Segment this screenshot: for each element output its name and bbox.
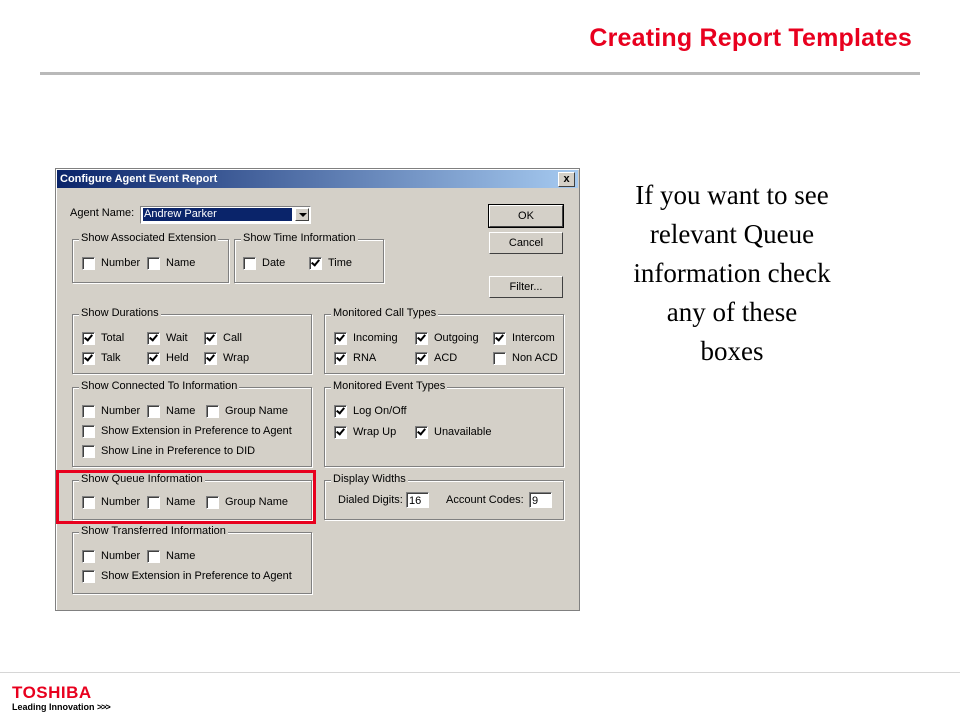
chevrons-icon: >>>: [97, 702, 110, 712]
dialed-digits-label: Dialed Digits:: [338, 494, 403, 506]
checkbox-label: Wait: [166, 332, 188, 344]
group-label: Show Queue Information: [81, 473, 203, 485]
checkbox-box[interactable]: [82, 550, 95, 563]
group-label: Show Connected To Information: [81, 380, 238, 392]
checkbox-label: Wrap: [223, 352, 250, 364]
slide-title: Creating Report Templates: [589, 24, 912, 52]
checkbox-box[interactable]: [493, 352, 506, 365]
checkbox-non-acd[interactable]: [493, 352, 558, 365]
group-monitored-call-types: [324, 307, 564, 374]
checkbox-time[interactable]: [309, 257, 352, 270]
checkbox-outgoing[interactable]: [415, 332, 479, 345]
checkbox-label: Name: [166, 550, 196, 562]
filter-button[interactable]: Filter...: [489, 276, 563, 298]
group-label: Display Widths: [333, 473, 406, 485]
group-durations: [72, 307, 312, 374]
checkbox-label: Held: [166, 352, 189, 364]
checkbox-box[interactable]: [415, 352, 428, 365]
dialed-digits-input[interactable]: 16: [406, 492, 429, 508]
title-divider: [40, 72, 920, 75]
checkbox-transferred-ext-pref-agent[interactable]: [82, 570, 292, 583]
checkbox-label: Date: [262, 257, 286, 269]
checkbox-label: Group Name: [225, 405, 288, 417]
checkbox-box[interactable]: [82, 332, 95, 345]
account-codes-label: Account Codes:: [446, 494, 524, 506]
group-display-widths: [324, 473, 564, 520]
group-label: Monitored Call Types: [333, 307, 437, 319]
footer-divider: [0, 672, 960, 673]
checkbox-label: Number: [101, 405, 141, 417]
checkbox-box[interactable]: [415, 332, 428, 345]
checkbox-talk[interactable]: [82, 352, 121, 365]
checkbox-label: Call: [223, 332, 242, 344]
checkbox-label: ACD: [434, 352, 458, 364]
checkbox-box[interactable]: [204, 352, 217, 365]
checkbox-assoc-name[interactable]: [147, 257, 195, 270]
group-label: Show Time Information: [243, 232, 356, 244]
queue-highlight-box: [56, 470, 316, 524]
agent-name-value: Andrew Parker: [143, 208, 292, 221]
checkbox-box[interactable]: [147, 352, 160, 365]
checkbox-label: Log On/Off: [353, 405, 407, 417]
checkbox-wait[interactable]: [147, 332, 188, 345]
checkbox-label: Time: [328, 257, 353, 269]
checkbox-connected-number[interactable]: [82, 405, 140, 418]
checkbox-box[interactable]: [147, 550, 160, 563]
checkbox-acd[interactable]: [415, 352, 457, 365]
checkbox-wrap-up[interactable]: [334, 426, 396, 439]
checkbox-connected-group-name[interactable]: [206, 405, 288, 418]
checkbox-box[interactable]: [82, 257, 95, 270]
checkbox-label: Group Name: [225, 496, 288, 508]
checkbox-label: Name: [166, 257, 196, 269]
agent-name-select[interactable]: [140, 206, 311, 224]
checkbox-box[interactable]: [415, 426, 428, 439]
checkbox-box[interactable]: [147, 257, 160, 270]
checkbox-box[interactable]: [147, 332, 160, 345]
tagline: [12, 702, 110, 712]
checkbox-box[interactable]: [309, 257, 322, 270]
checkbox-label: RNA: [353, 352, 377, 364]
toshiba-logo: TOSHIBA: [12, 683, 92, 702]
checkbox-label: Show Extension in Preference to Agent: [101, 570, 292, 582]
checkbox-box[interactable]: [493, 332, 506, 345]
checkbox-box[interactable]: [334, 426, 347, 439]
checkbox-rna[interactable]: [334, 352, 376, 365]
agent-name-label: Agent Name:: [70, 207, 135, 219]
checkbox-transferred-name[interactable]: [147, 550, 195, 563]
checkbox-box[interactable]: [334, 352, 347, 365]
checkbox-label: Total: [101, 332, 125, 344]
group-time-information: [234, 232, 384, 283]
checkbox-box[interactable]: [82, 570, 95, 583]
checkbox-unavailable[interactable]: [415, 426, 491, 439]
checkbox-held[interactable]: [147, 352, 189, 365]
checkbox-date[interactable]: [243, 257, 285, 270]
checkbox-box[interactable]: [82, 405, 95, 418]
callout-text: If you want to see relevant Queue information check any of these boxes: [633, 180, 831, 366]
checkbox-label: Name: [166, 405, 196, 417]
checkbox-label: Show Line in Preference to DID: [101, 445, 256, 457]
group-label: Show Durations: [81, 307, 159, 319]
checkbox-intercom[interactable]: [493, 332, 555, 345]
checkbox-connected-name[interactable]: [147, 405, 195, 418]
checkbox-total[interactable]: [82, 332, 124, 345]
checkbox-assoc-number[interactable]: [82, 257, 140, 270]
chevron-down-icon[interactable]: [295, 208, 309, 221]
checkbox-wrap[interactable]: [204, 352, 249, 365]
group-label: Show Transferred Information: [81, 525, 226, 537]
checkbox-box[interactable]: [206, 405, 219, 418]
cancel-button[interactable]: Cancel: [489, 232, 563, 254]
checkbox-box[interactable]: [82, 352, 95, 365]
group-label: Monitored Event Types: [333, 380, 446, 392]
checkbox-label: Wrap Up: [353, 426, 397, 438]
ok-button[interactable]: OK: [489, 205, 563, 227]
configure-agent-event-report-dialog: [55, 168, 580, 611]
checkbox-box[interactable]: [82, 425, 95, 438]
checkbox-transferred-number[interactable]: [82, 550, 140, 563]
checkbox-box[interactable]: [204, 332, 217, 345]
group-monitored-event-types: [324, 380, 564, 467]
tagline-text: Leading Innovation: [12, 702, 95, 712]
checkbox-label: Unavailable: [434, 426, 492, 438]
checkbox-call[interactable]: [204, 332, 242, 345]
checkbox-box[interactable]: [334, 405, 347, 418]
checkbox-label: Non ACD: [512, 352, 558, 364]
checkbox-box[interactable]: [243, 257, 256, 270]
checkbox-ext-pref-agent[interactable]: [82, 425, 292, 438]
checkbox-log-on-off[interactable]: [334, 405, 407, 418]
checkbox-line-pref-did[interactable]: [82, 445, 255, 458]
group-associated-extension: [72, 232, 229, 283]
checkbox-label: Name: [166, 496, 196, 508]
group-label: Show Associated Extension: [81, 232, 217, 244]
checkbox-box[interactable]: [147, 405, 160, 418]
checkbox-label: Incoming: [353, 332, 398, 344]
checkbox-label: Number: [101, 257, 141, 269]
checkbox-label: Talk: [101, 352, 121, 364]
checkbox-box[interactable]: [82, 445, 95, 458]
group-transferred-information: [72, 525, 312, 594]
checkbox-label: Number: [101, 496, 141, 508]
checkbox-box[interactable]: [334, 332, 347, 345]
close-icon[interactable]: x: [558, 172, 575, 187]
dialog-title: Configure Agent Event Report: [60, 173, 218, 185]
checkbox-incoming[interactable]: [334, 332, 398, 345]
checkbox-label: Intercom: [512, 332, 555, 344]
checkbox-label: Outgoing: [434, 332, 479, 344]
checkbox-label: Number: [101, 550, 141, 562]
account-codes-input[interactable]: 9: [529, 492, 552, 508]
dialog-titlebar: [57, 170, 578, 188]
checkbox-label: Show Extension in Preference to Agent: [101, 425, 292, 437]
group-connected-to-information: [72, 380, 312, 467]
